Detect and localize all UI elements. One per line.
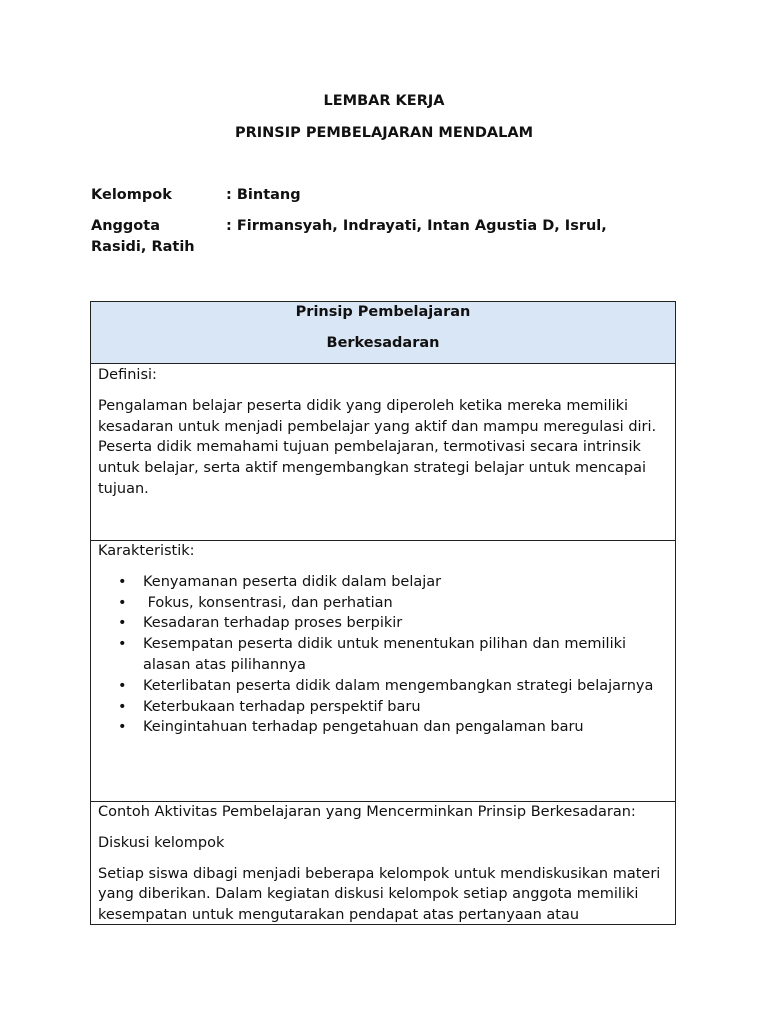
contoh-text: Setiap siswa dibagi menjadi beberapa kelompok untuk mendiskusikan materi yang diberikan. Dalam kegiatan diskusi kelompok setiap anggota memiliki kesempatan untuk mengutarakan pendapat atas pertanyaan atau [98, 865, 661, 924]
document-subtitle: PRINSIP PEMBELAJARAN MENDALAM [234, 125, 534, 141]
bullet-icon: • [118, 594, 127, 611]
list-item-text: Kesempatan peserta didik untuk menentukan pilihan dan memiliki alasan atas pilihannya [143, 636, 627, 673]
bullet-icon: • [118, 573, 127, 590]
list-item [98, 613, 667, 634]
bullet-icon: • [118, 698, 127, 715]
definisi-label: Definisi: [98, 367, 157, 383]
definisi-cell [91, 364, 675, 541]
contoh-label: Contoh Aktivitas Pembelajaran yang Mencerminkan Prinsip Berkesadaran: [98, 804, 636, 820]
anggota-value: : Firmansyah, Indrayati, Intan Agustia D, Isrul, [226, 218, 607, 234]
list-item-text: Keterlibatan peserta didik dalam mengembangkan strategi belajarnya [143, 677, 654, 694]
anggota-row [91, 216, 651, 258]
table-header-line2: Berkesadaran [326, 335, 440, 351]
list-item-text: Keterbukaan terhadap perspektif baru [143, 698, 421, 715]
karakteristik-label: Karakteristik: [98, 543, 195, 559]
list-item-text: Keingintahuan terhadap pengetahuan dan pengalaman baru [143, 719, 584, 736]
bullet-icon: • [118, 719, 127, 736]
list-item-text: Kenyamanan peserta didik dalam belajar [143, 573, 442, 590]
table-header [91, 302, 675, 364]
principle-table [90, 301, 676, 925]
bullet-icon: • [118, 677, 127, 694]
karakteristik-list [98, 572, 667, 738]
list-item [98, 593, 667, 614]
kelompok-value: : Bintang [226, 187, 301, 203]
bullet-icon: • [118, 615, 127, 632]
kelompok-label: Kelompok [91, 187, 172, 203]
list-item [98, 676, 667, 697]
contoh-cell [91, 802, 675, 924]
list-item [98, 572, 667, 593]
list-item [98, 634, 667, 676]
table-header-line1: Prinsip Pembelajaran [295, 304, 471, 320]
contoh-subheading: Diskusi kelompok [98, 834, 225, 851]
list-item-text: Fokus, konsentrasi, dan perhatian [143, 594, 393, 611]
bullet-icon: • [118, 636, 127, 653]
karakteristik-cell [91, 541, 675, 802]
list-item [98, 717, 667, 738]
anggota-label: Anggota [91, 218, 160, 234]
anggota-value-continued: Rasidi, Ratih [91, 239, 195, 255]
kelompok-row [91, 185, 651, 206]
list-item [98, 697, 667, 718]
definisi-text: Pengalaman belajar peserta didik yang diperoleh ketika mereka memiliki kesadaran untuk menjadi pembelajar yang aktif dan mampu meregulasi diri. Peserta didik memahami tujuan pembelajaran, termotivasi secara intrinsik untuk belajar, serta aktif mengembangkan strategi belajar untuk mencapai tujuan. [98, 397, 657, 497]
list-item-text: Kesadaran terhadap proses berpikir [143, 615, 403, 632]
document-title: LEMBAR KERJA [323, 93, 445, 109]
